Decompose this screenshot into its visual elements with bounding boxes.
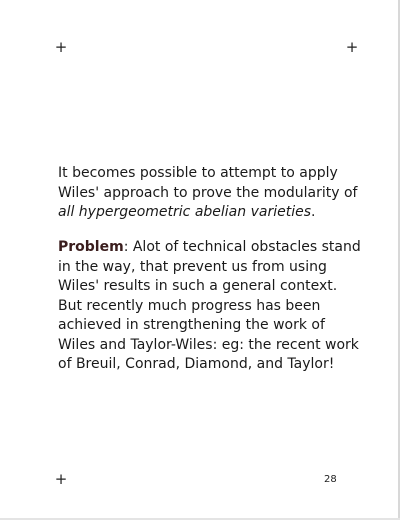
intro-paragraph (58, 164, 363, 223)
problem-paragraph (58, 238, 363, 375)
emphasis-text: all hypergeometric abelian varieties (58, 204, 311, 220)
problem-text: : Alot of technical obstacles stand in the way, that prevent us from using Wiles' results in such a general context. But recently much progress has been achieved in strengthening the work of Wiles and Taylor-Wiles: eg: the recent work of Breuil, Conrad, Diamond, and Taylor! (58, 239, 361, 372)
page-number: 28 (324, 474, 337, 485)
crop-mark-top-left: + (54, 38, 68, 56)
problem-heading: Problem (58, 239, 124, 255)
intro-end: . (311, 204, 316, 220)
crop-mark-top-right: + (345, 38, 359, 56)
intro-text: It becomes possible to attempt to apply Wiles' approach to prove the modularity of (58, 165, 358, 201)
crop-mark-bottom-left: + (54, 470, 68, 488)
